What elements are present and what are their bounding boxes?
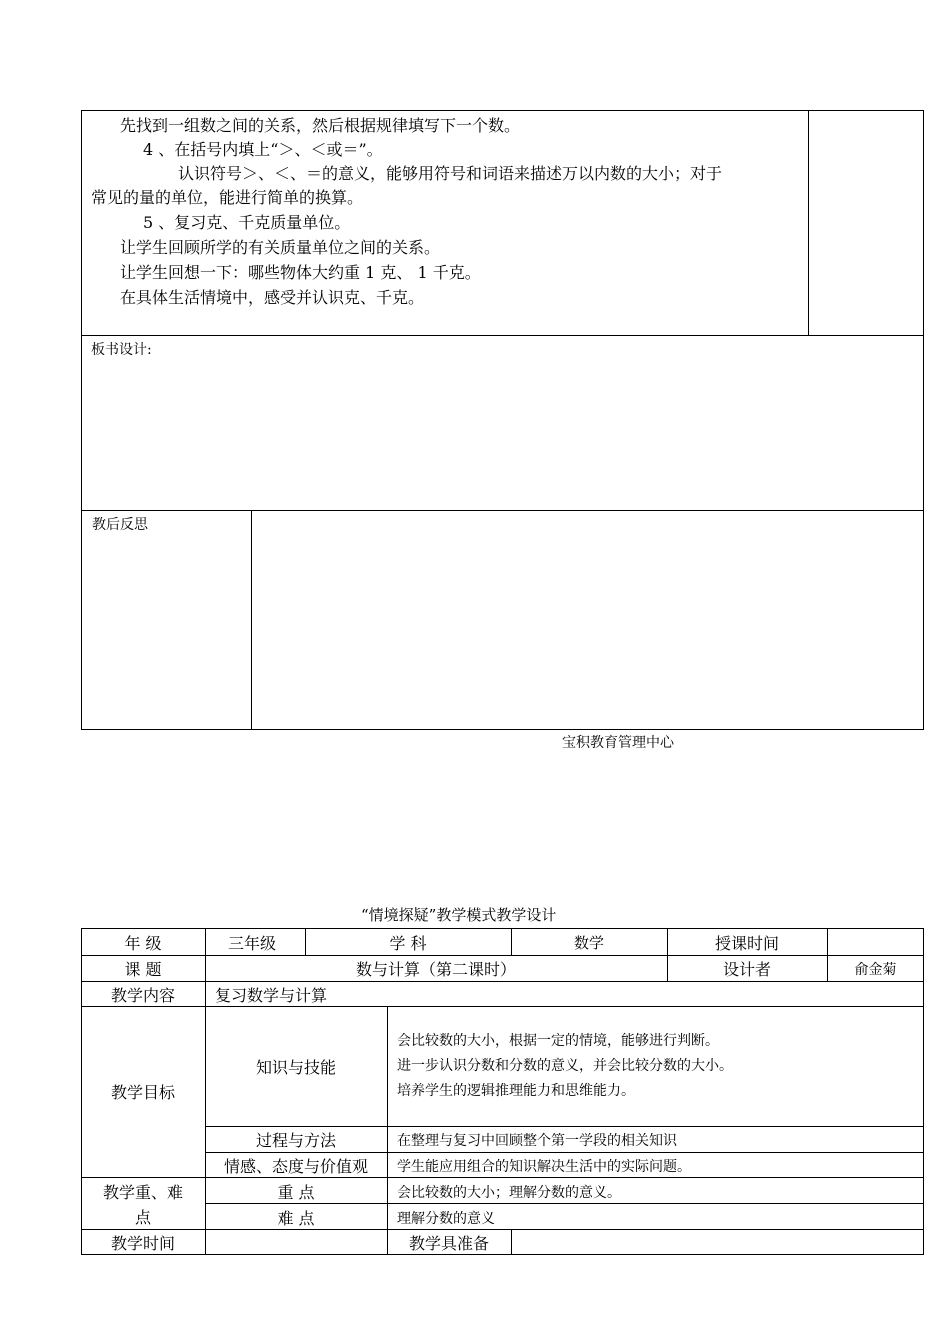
difficulty-label: 难 点 <box>277 1209 315 1228</box>
process-line: 让学生回顾所学的有关质量单位之间的关系。 <box>120 238 441 257</box>
divider <box>81 955 924 956</box>
focus-value: 会比较数的大小；理解分数的意义。 <box>397 1185 621 1201</box>
content-value: 复习数学与计算 <box>215 986 328 1005</box>
process-line: 5 、复习克、千克质量单位。 <box>143 213 351 232</box>
subject-value: 数学 <box>573 934 604 952</box>
designer-label: 设计者 <box>722 960 771 979</box>
process-line: 在具体生活情境中，感受并认识克、千克。 <box>120 288 425 307</box>
page-title: “情境探疑”教学模式教学设计 <box>361 906 557 924</box>
process-line: 常见的量的单位，能进行简单的换算。 <box>91 188 364 207</box>
goals-label: 教学目标 <box>110 1083 175 1102</box>
process-line: 4 、在括号内填上“＞、＜或＝”。 <box>143 140 383 159</box>
process-methods-label: 过程与方法 <box>255 1131 336 1150</box>
divider <box>81 1229 924 1230</box>
reflection-label: 教后反思 <box>92 517 148 533</box>
divider <box>808 110 809 336</box>
grade-value: 三年级 <box>228 934 277 953</box>
key-points-label: 教学重、难 <box>102 1183 183 1202</box>
focus-label: 重 点 <box>277 1183 315 1202</box>
divider <box>387 1006 388 1255</box>
organization-name: 宝积教育管理中心 <box>562 735 674 751</box>
designer-value: 俞金菊 <box>854 962 897 978</box>
board-design-label: 板书设计: <box>91 342 152 358</box>
emotion-values-label: 情感、态度与价值观 <box>223 1157 368 1176</box>
teaching-tools-label: 教学具准备 <box>408 1234 489 1253</box>
emotion-values-value: 学生能应用组合的知识解决生活中的实际问题。 <box>397 1159 691 1175</box>
process-methods-value: 在整理与复习中回顾整个第一学段的相关知识 <box>397 1133 677 1149</box>
class-time-label: 授课时间 <box>714 934 779 953</box>
key-points-label-cont: 点 <box>134 1208 151 1227</box>
divider <box>81 981 924 982</box>
knowledge-line: 会比较数的大小，根据一定的情境，能够进行判断。 <box>397 1033 719 1049</box>
divider <box>81 1006 924 1007</box>
divider <box>205 1152 924 1153</box>
knowledge-line: 培养学生的逻辑推理能力和思维能力。 <box>397 1083 635 1099</box>
grade-label: 年 级 <box>124 934 162 953</box>
divider <box>205 1203 924 1204</box>
knowledge-line: 进一步认识分数和分数的意义，并会比较分数的大小。 <box>397 1058 733 1074</box>
process-line: 让学生回想一下：哪些物体大约重 1 克、 1 千克。 <box>120 263 481 282</box>
knowledge-skills-label: 知识与技能 <box>255 1058 336 1077</box>
divider <box>251 510 252 730</box>
topic-label: 课 题 <box>124 960 162 979</box>
difficulty-value: 理解分数的意义 <box>397 1211 495 1227</box>
content-label: 教学内容 <box>110 986 175 1005</box>
teaching-time-label: 教学时间 <box>110 1234 175 1253</box>
topic-value: 数与计算（第二课时） <box>355 960 516 979</box>
divider <box>81 510 924 511</box>
divider <box>205 1126 924 1127</box>
process-line: 先找到一组数之间的关系，然后根据规律填写下一个数。 <box>120 116 521 135</box>
subject-label: 学 科 <box>389 934 427 953</box>
divider <box>511 1229 512 1255</box>
divider <box>81 335 924 336</box>
divider <box>81 1177 924 1178</box>
process-line: 认识符号＞、＜、＝的意义，能够用符号和词语来描述万以内数的大小；对于 <box>178 164 723 183</box>
